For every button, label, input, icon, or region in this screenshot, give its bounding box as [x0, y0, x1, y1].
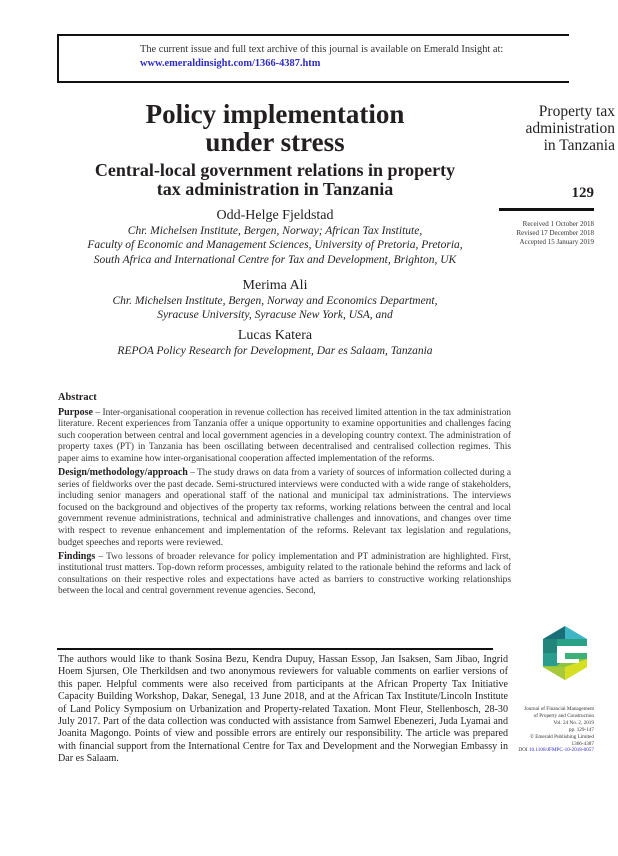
logo-facet	[543, 626, 565, 639]
subtitle-line: tax administration in Tanzania	[156, 179, 394, 199]
footnote-rule	[57, 648, 493, 650]
author-name: Merima Ali	[242, 278, 308, 293]
title-line: under stress	[205, 127, 345, 157]
logo-facet	[543, 639, 557, 653]
running-head-line: administration	[525, 120, 615, 137]
abstract-purpose	[58, 407, 511, 466]
availability-notice	[140, 43, 560, 71]
journal-info	[495, 706, 594, 754]
doi-label: DOI	[518, 747, 528, 754]
author-name: Lucas Katera	[237, 328, 313, 343]
logo-facet	[543, 653, 557, 666]
affiliation-line: South Africa and International Centre for Tax and Development, Brighton, UK	[93, 253, 457, 266]
page-number: 129	[571, 185, 594, 201]
journal-name-line: Journal of Financial Management	[524, 706, 594, 712]
article-title	[60, 100, 490, 156]
journal-name-line: of Property and Construction	[533, 712, 594, 719]
author-block	[60, 328, 490, 358]
affiliation-line: Faculty of Economic and Management Sciences, University of Pretoria, Pretoria,	[87, 239, 463, 252]
journal-doi	[495, 747, 594, 754]
author-affiliation	[60, 294, 490, 323]
abstract-findings	[58, 551, 511, 598]
journal-pages: pp. 129-147	[568, 726, 594, 733]
doi-link[interactable]: 10.1108/JFMPC-10-2018-0057	[528, 747, 594, 754]
section-label: Purpose	[58, 406, 93, 418]
section-text: – Two lessons of broader relevance for policy implementation and PT administration are highlighted. First, institutional trust matters. Top-down reform processes, ambiguity related to the rationale behind the reforms and lack of consultations on their respective roles and expectations have acted as barriers to constructive working relationships between the local and central government revenue agencies. Second,	[58, 551, 511, 597]
author-block	[60, 278, 490, 323]
running-head-line: Property tax	[538, 103, 615, 120]
abstract-heading: Abstract	[58, 392, 97, 403]
availability-text: The current issue and full text archive of this journal is available on Emerald Insight at:	[140, 44, 504, 55]
abstract-design	[58, 467, 511, 549]
logo-facet	[565, 626, 587, 639]
revised-date: Revised 17 December 2018	[516, 229, 594, 237]
section-label: Findings	[58, 550, 96, 562]
logo-facet	[565, 653, 587, 659]
article-subtitle	[60, 161, 490, 199]
emerald-logo-icon	[543, 626, 587, 680]
author-affiliation	[60, 224, 490, 267]
affiliation-line: Chr. Michelsen Institute, Bergen, Norway and Economics Department,	[112, 295, 438, 307]
section-text: – The study draws on data from a variety of sources of information collected during a series of fieldworks over the past decade. Semi-structured interviews were conducted with a wide range of stakeholders, including senior managers and operational staff of the national and municipal tax administrations. The interviews focused on the background and objectives of the property tax reforms, working relations between the central and local government revenue administrations, technical and administrative challenges and innovations, and changes over time with respect to revenue enhancement and implementation of the reforms. Relevant tax legislation and regulations, budget speeches and reports were reviewed.	[58, 467, 512, 548]
title-line: Policy implementation	[145, 99, 405, 129]
journal-issn: 1366-4387	[571, 740, 594, 747]
received-date: Received 1 October 2018	[522, 220, 594, 228]
running-head	[495, 103, 618, 154]
affiliation-line: Syracuse University, Syracuse New York, USA, and	[157, 309, 393, 322]
journal-url-link[interactable]: www.emeraldinsight.com/1366-4387.htm	[140, 58, 321, 69]
author-affiliation	[60, 344, 490, 358]
affiliation-line: Chr. Michelsen Institute, Bergen, Norway; African Tax Institute,	[127, 225, 423, 237]
author-name: Odd-Helge Fjeldstad	[216, 208, 334, 223]
section-label: Design/methodology/approach	[58, 466, 188, 478]
running-head-line: in Tanzania	[543, 137, 615, 154]
subtitle-line: Central-local government relations in property	[94, 160, 456, 180]
journal-publisher: © Emerald Publishing Limited	[529, 733, 594, 740]
acknowledgements-footnote: The authors would like to thank Sosina Bezu, Kendra Dupuy, Hassan Essop, Jan Isaksen, Sam Jibao, Ingrid Hoem Sjursen, Ole Therkildsen and two anonymous reviewers for valuable comments on earlier versions of this paper. Helpful comments were also received from participants at the African Property Tax Initiative Capacity Building Workshop, Dakar, Senegal, 13 June 2018, and at the African Tax Institute/Lincoln Institute of Land Policy Symposium on Urbanization and Property-related Taxation. Mont Fleur, Stellenbosch, 28-30 July 2017. Part of the data collection was conducted with assistance from Samwel Ebenezeri, Juda Lyamai and Joanita Magongo. Points of view and possible errors are entirely our responsibility. The article was prepared with financial support from the International Centre for Tax and Development and the Norwegian Embassy in Dar es Salaam.	[58, 654, 508, 765]
page-number-rule	[499, 208, 594, 211]
abstract	[58, 392, 511, 599]
author-block	[60, 208, 490, 267]
accepted-date: Accepted 15 January 2019	[519, 238, 594, 246]
affiliation-line: REPOA Policy Research for Development, Dar es Salaam, Tanzania	[117, 345, 433, 357]
journal-volume: Vol. 24 No. 2, 2019	[553, 719, 594, 726]
section-text: – Inter-organisational cooperation in revenue collection has received limited attention in the tax administration literature. Recent experiences from Tanzania offer a unique opportunity to examine opportunities and challenges facing such cooperation between central and local government agencies in a developing country context. The administration of property taxes (PT) in Tanzania has been oscillating between decentralised and centralised collection regimes. This paper aims to examine how inter-organisational cooperation affected implementation of the reforms.	[58, 407, 511, 464]
logo-facet	[543, 667, 565, 680]
